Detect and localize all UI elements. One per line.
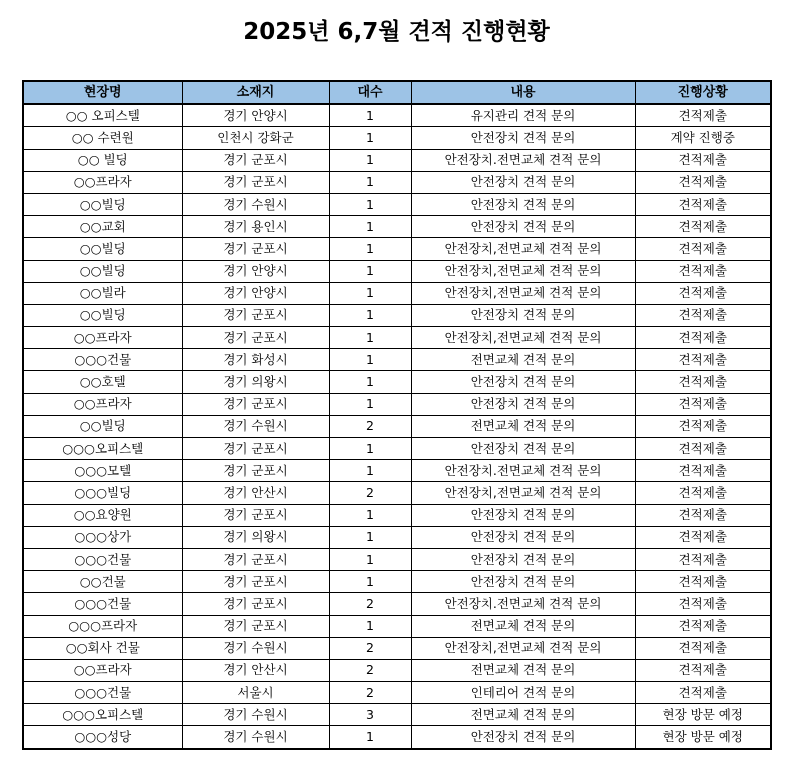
cell-location: 경기 수원시 bbox=[182, 415, 329, 437]
table-row bbox=[23, 327, 771, 349]
table-row bbox=[23, 571, 771, 593]
cell-progress: 견적제출 bbox=[635, 659, 771, 681]
cell-location: 경기 수원시 bbox=[182, 637, 329, 659]
table-row bbox=[23, 104, 771, 127]
table-row bbox=[23, 460, 771, 482]
cell-site-name: ○○교회 bbox=[23, 216, 182, 238]
table-row bbox=[23, 504, 771, 526]
cell-progress: 견적제출 bbox=[635, 171, 771, 193]
cell-location: 경기 군포시 bbox=[182, 393, 329, 415]
cell-unit-count: 1 bbox=[329, 504, 411, 526]
cell-site-name: ○○ 오피스텔 bbox=[23, 104, 182, 127]
cell-progress: 견적제출 bbox=[635, 615, 771, 637]
cell-site-name: ○○ 수련원 bbox=[23, 127, 182, 149]
cell-content: 안전장치,전면교체 견적 문의 bbox=[411, 238, 635, 260]
cell-progress: 견적제출 bbox=[635, 482, 771, 504]
cell-unit-count: 1 bbox=[329, 127, 411, 149]
cell-content: 안전장치,전면교체 견적 문의 bbox=[411, 327, 635, 349]
cell-site-name: ○○호텔 bbox=[23, 371, 182, 393]
table-row bbox=[23, 349, 771, 371]
table-body bbox=[23, 104, 771, 748]
cell-unit-count: 1 bbox=[329, 238, 411, 260]
cell-site-name: ○○○건물 bbox=[23, 682, 182, 704]
cell-unit-count: 1 bbox=[329, 460, 411, 482]
table-row bbox=[23, 438, 771, 460]
cell-location: 경기 군포시 bbox=[182, 571, 329, 593]
header-location: 소재지 bbox=[182, 81, 329, 104]
cell-site-name: ○○○프라자 bbox=[23, 615, 182, 637]
table-row bbox=[23, 482, 771, 504]
cell-unit-count: 1 bbox=[329, 526, 411, 548]
cell-location: 경기 안산시 bbox=[182, 482, 329, 504]
cell-progress: 견적제출 bbox=[635, 593, 771, 615]
cell-content: 안전장치 견적 문의 bbox=[411, 371, 635, 393]
cell-location: 경기 군포시 bbox=[182, 149, 329, 171]
cell-progress: 견적제출 bbox=[635, 193, 771, 215]
cell-location: 경기 수원시 bbox=[182, 726, 329, 749]
cell-unit-count: 1 bbox=[329, 260, 411, 282]
cell-location: 경기 군포시 bbox=[182, 460, 329, 482]
header-site-name: 현장명 bbox=[23, 81, 182, 104]
cell-site-name: ○○프라자 bbox=[23, 327, 182, 349]
cell-unit-count: 1 bbox=[329, 327, 411, 349]
cell-progress: 견적제출 bbox=[635, 149, 771, 171]
cell-site-name: ○○프라자 bbox=[23, 171, 182, 193]
cell-content: 안전장치.전면교체 견적 문의 bbox=[411, 149, 635, 171]
cell-progress: 견적제출 bbox=[635, 526, 771, 548]
table-row bbox=[23, 149, 771, 171]
cell-unit-count: 1 bbox=[329, 371, 411, 393]
table-row bbox=[23, 704, 771, 726]
cell-location: 경기 수원시 bbox=[182, 704, 329, 726]
cell-progress: 견적제출 bbox=[635, 415, 771, 437]
cell-site-name: ○○빌딩 bbox=[23, 304, 182, 326]
cell-progress: 계약 진행중 bbox=[635, 127, 771, 149]
cell-progress: 견적제출 bbox=[635, 282, 771, 304]
cell-site-name: ○○빌딩 bbox=[23, 415, 182, 437]
cell-content: 안전장치 견적 문의 bbox=[411, 504, 635, 526]
cell-location: 경기 군포시 bbox=[182, 593, 329, 615]
cell-site-name: ○○○상가 bbox=[23, 526, 182, 548]
cell-content: 안전장치 견적 문의 bbox=[411, 438, 635, 460]
cell-content: 안전장치 견적 문의 bbox=[411, 127, 635, 149]
header-content: 내용 bbox=[411, 81, 635, 104]
cell-site-name: ○○빌딩 bbox=[23, 238, 182, 260]
table-row bbox=[23, 659, 771, 681]
estimate-status-table bbox=[22, 80, 772, 750]
cell-content: 안전장치 견적 문의 bbox=[411, 216, 635, 238]
table-row bbox=[23, 238, 771, 260]
cell-unit-count: 2 bbox=[329, 482, 411, 504]
cell-unit-count: 1 bbox=[329, 149, 411, 171]
cell-location: 경기 의왕시 bbox=[182, 371, 329, 393]
header-unit-count: 대수 bbox=[329, 81, 411, 104]
cell-progress: 견적제출 bbox=[635, 216, 771, 238]
cell-content: 전면교체 견적 문의 bbox=[411, 704, 635, 726]
table-row bbox=[23, 415, 771, 437]
cell-unit-count: 1 bbox=[329, 349, 411, 371]
cell-content: 안전장치.전면교체 견적 문의 bbox=[411, 593, 635, 615]
table-row bbox=[23, 726, 771, 749]
cell-site-name: ○○○건물 bbox=[23, 349, 182, 371]
cell-content: 안전장치,전면교체 견적 문의 bbox=[411, 637, 635, 659]
cell-progress: 견적제출 bbox=[635, 438, 771, 460]
cell-progress: 견적제출 bbox=[635, 327, 771, 349]
cell-progress: 견적제출 bbox=[635, 260, 771, 282]
table-row bbox=[23, 260, 771, 282]
cell-unit-count: 2 bbox=[329, 682, 411, 704]
cell-unit-count: 1 bbox=[329, 216, 411, 238]
cell-unit-count: 1 bbox=[329, 193, 411, 215]
cell-unit-count: 1 bbox=[329, 548, 411, 570]
cell-location: 경기 의왕시 bbox=[182, 526, 329, 548]
cell-progress: 견적제출 bbox=[635, 682, 771, 704]
cell-site-name: ○○프라자 bbox=[23, 393, 182, 415]
cell-location: 경기 군포시 bbox=[182, 615, 329, 637]
cell-content: 유지관리 견적 문의 bbox=[411, 104, 635, 127]
cell-content: 안전장치 견적 문의 bbox=[411, 304, 635, 326]
cell-progress: 견적제출 bbox=[635, 104, 771, 127]
cell-unit-count: 1 bbox=[329, 104, 411, 127]
cell-content: 안전장치,전면교체 견적 문의 bbox=[411, 260, 635, 282]
cell-progress: 현장 방문 예정 bbox=[635, 704, 771, 726]
cell-location: 경기 군포시 bbox=[182, 504, 329, 526]
cell-progress: 견적제출 bbox=[635, 349, 771, 371]
cell-progress: 견적제출 bbox=[635, 460, 771, 482]
cell-unit-count: 1 bbox=[329, 615, 411, 637]
cell-location: 경기 화성시 bbox=[182, 349, 329, 371]
cell-location: 경기 용인시 bbox=[182, 216, 329, 238]
cell-content: 안전장치,전면교체 견적 문의 bbox=[411, 482, 635, 504]
cell-unit-count: 1 bbox=[329, 438, 411, 460]
table-row bbox=[23, 682, 771, 704]
cell-content: 전면교체 견적 문의 bbox=[411, 415, 635, 437]
cell-site-name: ○○ 빌딩 bbox=[23, 149, 182, 171]
cell-site-name: ○○빌딩 bbox=[23, 260, 182, 282]
cell-content: 안전장치 견적 문의 bbox=[411, 393, 635, 415]
cell-site-name: ○○○오피스텔 bbox=[23, 704, 182, 726]
cell-location: 경기 안양시 bbox=[182, 282, 329, 304]
cell-content: 안전장치 견적 문의 bbox=[411, 193, 635, 215]
cell-location: 경기 군포시 bbox=[182, 548, 329, 570]
cell-content: 전면교체 견적 문의 bbox=[411, 659, 635, 681]
cell-site-name: ○○○성당 bbox=[23, 726, 182, 749]
cell-location: 경기 안산시 bbox=[182, 659, 329, 681]
table-row bbox=[23, 171, 771, 193]
cell-progress: 견적제출 bbox=[635, 371, 771, 393]
cell-unit-count: 2 bbox=[329, 593, 411, 615]
cell-site-name: ○○○건물 bbox=[23, 548, 182, 570]
cell-content: 전면교체 견적 문의 bbox=[411, 349, 635, 371]
table-row bbox=[23, 193, 771, 215]
cell-unit-count: 1 bbox=[329, 171, 411, 193]
cell-unit-count: 2 bbox=[329, 659, 411, 681]
cell-site-name: ○○○오피스텔 bbox=[23, 438, 182, 460]
cell-site-name: ○○○빌딩 bbox=[23, 482, 182, 504]
cell-unit-count: 2 bbox=[329, 637, 411, 659]
table-row bbox=[23, 393, 771, 415]
cell-content: 안전장치 견적 문의 bbox=[411, 526, 635, 548]
cell-location: 경기 군포시 bbox=[182, 171, 329, 193]
table-row bbox=[23, 304, 771, 326]
cell-unit-count: 3 bbox=[329, 704, 411, 726]
cell-site-name: ○○빌라 bbox=[23, 282, 182, 304]
cell-progress: 견적제출 bbox=[635, 548, 771, 570]
cell-site-name: ○○회사 건물 bbox=[23, 637, 182, 659]
table-row bbox=[23, 216, 771, 238]
table-row bbox=[23, 637, 771, 659]
cell-progress: 견적제출 bbox=[635, 571, 771, 593]
table-row bbox=[23, 548, 771, 570]
cell-progress: 견적제출 bbox=[635, 637, 771, 659]
cell-location: 경기 군포시 bbox=[182, 238, 329, 260]
cell-unit-count: 1 bbox=[329, 571, 411, 593]
cell-site-name: ○○프라자 bbox=[23, 659, 182, 681]
cell-unit-count: 1 bbox=[329, 726, 411, 749]
table-row bbox=[23, 526, 771, 548]
cell-progress: 현장 방문 예정 bbox=[635, 726, 771, 749]
cell-content: 안전장치.전면교체 견적 문의 bbox=[411, 460, 635, 482]
cell-site-name: ○○요양원 bbox=[23, 504, 182, 526]
cell-site-name: ○○○건물 bbox=[23, 593, 182, 615]
header-progress: 진행상황 bbox=[635, 81, 771, 104]
cell-content: 안전장치 견적 문의 bbox=[411, 726, 635, 749]
cell-location: 인천시 강화군 bbox=[182, 127, 329, 149]
table-row bbox=[23, 371, 771, 393]
page-title: 2025년 6,7월 견적 진행현황 bbox=[243, 19, 550, 45]
cell-location: 경기 군포시 bbox=[182, 327, 329, 349]
table-row bbox=[23, 593, 771, 615]
cell-location: 경기 안양시 bbox=[182, 104, 329, 127]
cell-site-name: ○○건물 bbox=[23, 571, 182, 593]
cell-unit-count: 1 bbox=[329, 282, 411, 304]
table-row bbox=[23, 615, 771, 637]
table-row bbox=[23, 282, 771, 304]
cell-progress: 견적제출 bbox=[635, 393, 771, 415]
cell-content: 전면교체 견적 문의 bbox=[411, 615, 635, 637]
cell-content: 안전장치 견적 문의 bbox=[411, 548, 635, 570]
cell-unit-count: 2 bbox=[329, 415, 411, 437]
cell-location: 경기 군포시 bbox=[182, 438, 329, 460]
cell-progress: 견적제출 bbox=[635, 504, 771, 526]
cell-progress: 견적제출 bbox=[635, 238, 771, 260]
cell-site-name: ○○○모텔 bbox=[23, 460, 182, 482]
cell-unit-count: 1 bbox=[329, 304, 411, 326]
cell-content: 안전장치 견적 문의 bbox=[411, 171, 635, 193]
cell-location: 경기 수원시 bbox=[182, 193, 329, 215]
cell-content: 안전장치 견적 문의 bbox=[411, 571, 635, 593]
cell-unit-count: 1 bbox=[329, 393, 411, 415]
table-header-row bbox=[23, 81, 771, 104]
cell-location: 서울시 bbox=[182, 682, 329, 704]
cell-location: 경기 안양시 bbox=[182, 260, 329, 282]
table-row bbox=[23, 127, 771, 149]
cell-location: 경기 군포시 bbox=[182, 304, 329, 326]
cell-content: 안전장치,전면교체 견적 문의 bbox=[411, 282, 635, 304]
cell-site-name: ○○빌딩 bbox=[23, 193, 182, 215]
cell-content: 인테리어 견적 문의 bbox=[411, 682, 635, 704]
cell-progress: 견적제출 bbox=[635, 304, 771, 326]
